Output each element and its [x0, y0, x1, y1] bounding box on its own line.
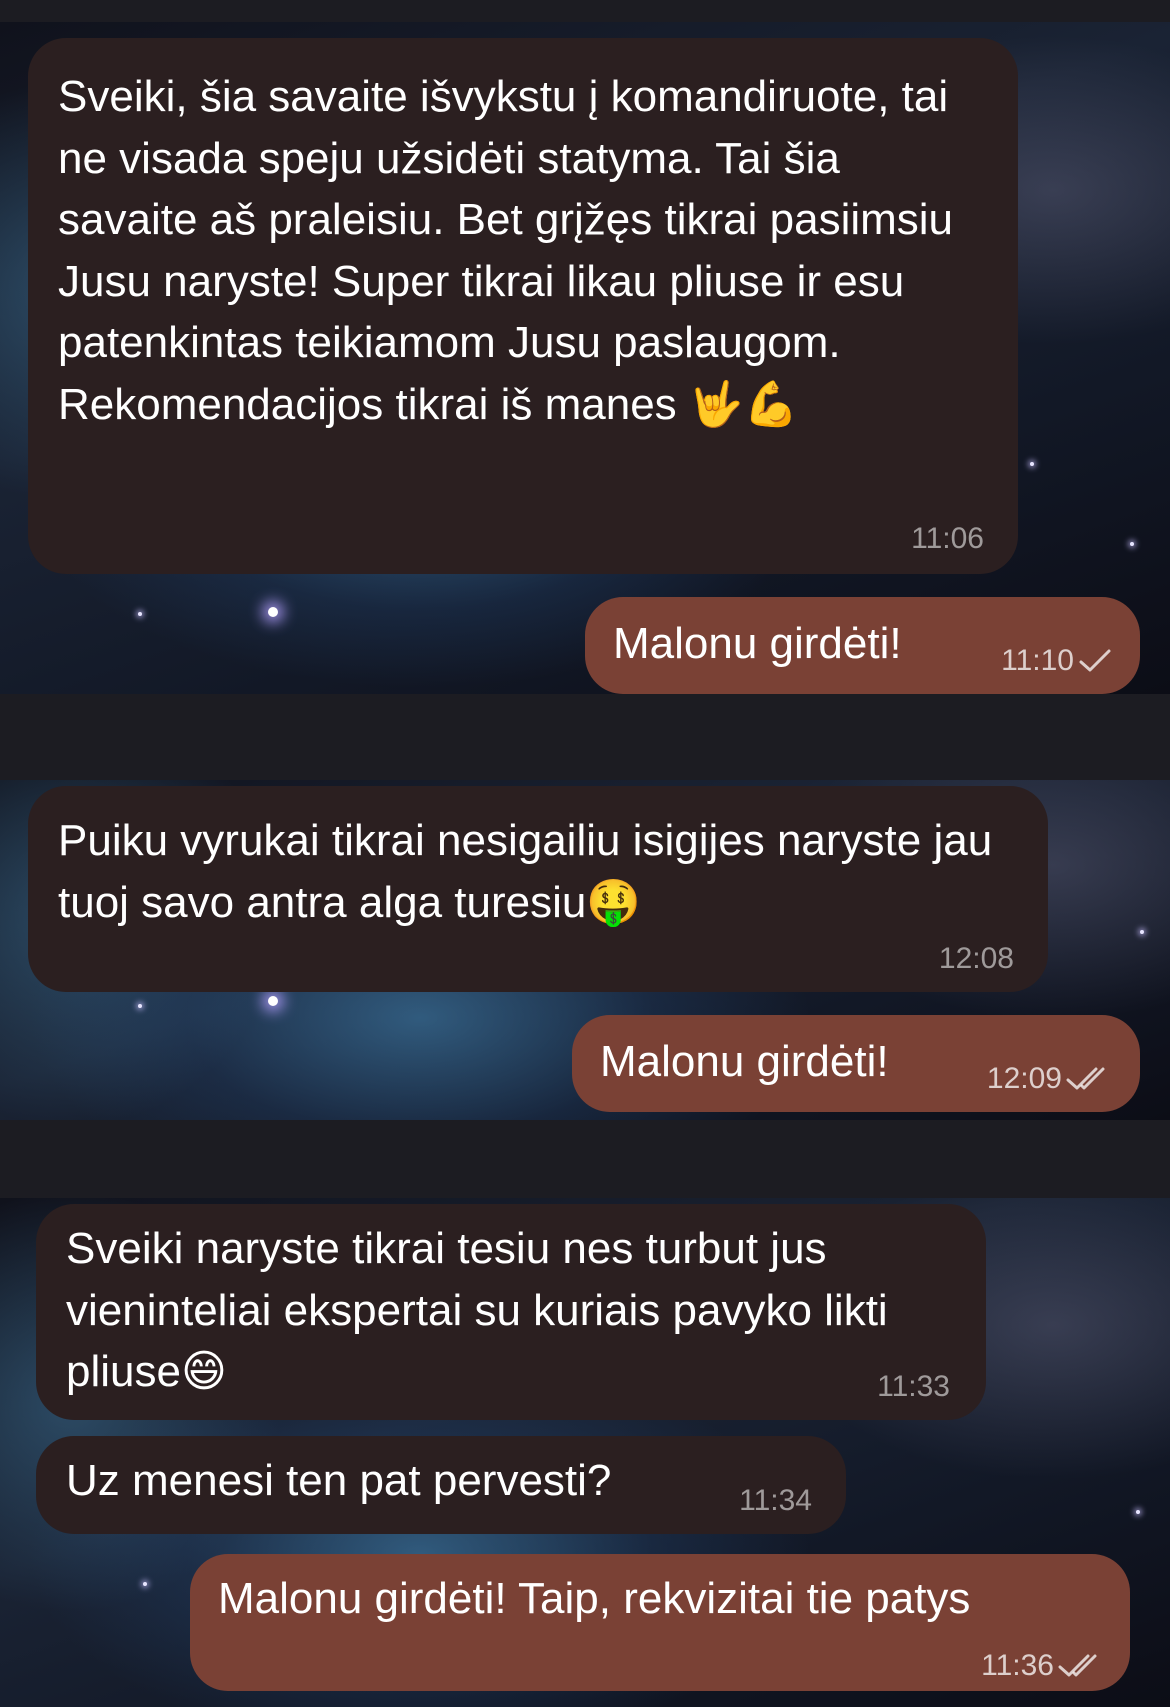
- message-time: 11:34: [739, 1484, 812, 1517]
- message-bubble-incoming[interactable]: [28, 38, 1018, 574]
- message-bubble-outgoing[interactable]: [190, 1554, 1130, 1691]
- chat-panel-1: [0, 22, 1170, 694]
- star-decoration: [1140, 930, 1144, 934]
- message-bubble-outgoing[interactable]: [585, 597, 1140, 694]
- message-text: Puiku vyrukai tikrai nesigailiu isigijes naryste jau tuoj savo antra alga turesiu🤑: [58, 816, 1005, 927]
- star-decoration: [138, 1004, 142, 1008]
- message-time: 11:06: [911, 522, 984, 555]
- chat-panel-3: [0, 1198, 1170, 1707]
- star-decoration: [143, 1582, 147, 1586]
- message-text: Malonu girdėti! Taip, rekvizitai tie patys: [218, 1574, 971, 1623]
- single-check-icon: [1078, 648, 1112, 674]
- message-time: 12:09: [986, 1062, 1062, 1095]
- message-text: Uz menesi ten pat pervesti?: [66, 1456, 612, 1505]
- message-meta: [987, 1062, 1106, 1096]
- star-decoration: [1130, 542, 1134, 546]
- message-text: Sveiki, šia savaite išvykstu į komandiruote, tai ne visada speju užsidėti statyma. Tai šia savaite aš praleisiu. Bet grįžęs tikrai pasiimsiu Jusu naryste! Super tikrai likau pliuse ir esu patenkintas teikiamom Jusu paslaugom. Rekomendacijos tikrai iš manes 🤟💪: [58, 72, 966, 429]
- chat-panel-2: [0, 780, 1170, 1120]
- message-text: Malonu girdėti!: [613, 619, 902, 668]
- star-decoration: [1030, 462, 1034, 466]
- message-bubble-incoming[interactable]: [36, 1436, 846, 1534]
- message-bubble-incoming[interactable]: [36, 1204, 986, 1420]
- message-meta: [981, 1649, 1098, 1683]
- message-meta: [1001, 644, 1112, 678]
- message-time: 11:36: [981, 1649, 1054, 1682]
- double-check-icon: [1058, 1653, 1098, 1679]
- star-decoration: [268, 996, 278, 1006]
- star-decoration: [138, 612, 142, 616]
- message-bubble-incoming[interactable]: [28, 786, 1048, 992]
- star-decoration: [1136, 1510, 1140, 1514]
- double-check-icon: [1066, 1066, 1106, 1092]
- message-text: Malonu girdėti!: [600, 1037, 889, 1086]
- message-time: 12:08: [938, 942, 1014, 975]
- message-time: 11:10: [1001, 644, 1074, 677]
- message-bubble-outgoing[interactable]: [572, 1015, 1140, 1112]
- message-time: 11:33: [877, 1370, 950, 1403]
- message-text: Sveiki naryste tikrai tesiu nes turbut jus vieninteliai ekspertai su kuriais pavyko likti pliuse😄: [66, 1224, 900, 1396]
- star-decoration: [268, 607, 278, 617]
